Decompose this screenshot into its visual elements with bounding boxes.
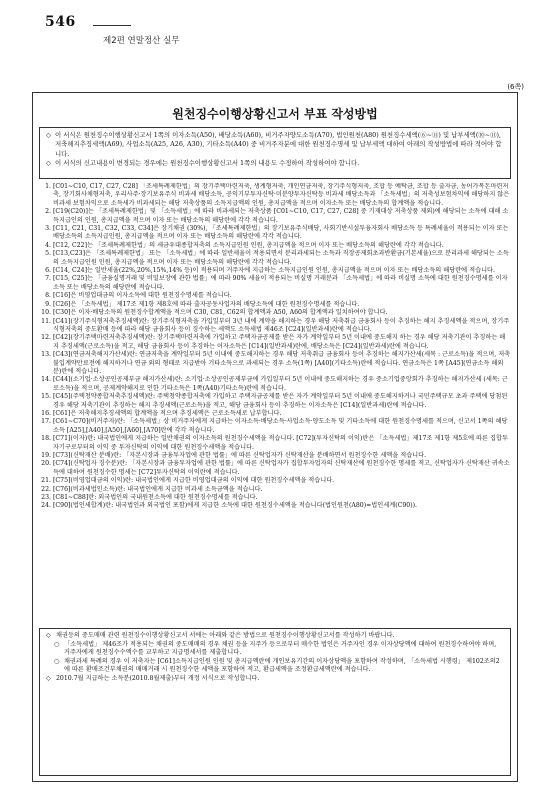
- item-text: [C73](신탁재산 분배)란: 「자본시장과 금융투자업에 관한 법률」에 따른 신탁업자가 신탁재산을 분배하면서 원천징수한 세액을 적습니다.: [53, 452, 427, 459]
- item-number: 18.: [41, 435, 51, 443]
- instruction-item: [39, 225, 511, 242]
- item-text: [C61~C70](비거주자)란: 「소득세법」상 비거주자에게 지급하는 이자소득·배당소득·사업소득·양도소득 및 기타소득에 대한 원천징수명세를 적으며, 신고서 1쪽의 해당소득 [A25],[A40],[A50],[A60],[A70]란에 각각 적습니다.: [53, 418, 508, 434]
- item-number: 14.: [41, 376, 51, 384]
- item-number: 8.: [45, 292, 51, 300]
- note-line: [46, 131, 504, 159]
- instruction-item: [39, 460, 511, 477]
- page-number: 546: [45, 14, 76, 30]
- circle-bullet-icon: ○: [54, 657, 60, 665]
- instruction-item: [39, 334, 511, 351]
- instruction-item: [39, 376, 511, 393]
- instruction-item: [39, 250, 511, 267]
- instruction-item: [39, 183, 511, 208]
- item-number: 23.: [41, 494, 51, 502]
- item-number: 1.: [45, 183, 51, 190]
- bond-note-text: 채권등의 중도매매 관련 원천징수이행상황신고서 서에는 아래와 같은 방법으로 원천징수이행상황신고서를 작성하기 바랍니다.: [56, 632, 395, 639]
- instruction-item: [39, 351, 511, 376]
- chapter-title: 제2편 연말정산 실무: [103, 36, 180, 46]
- bond-note-text: 2010.7월 지급하는 소득분(2010.8월제출)부터 개정 서식으로 작성합니다.: [56, 674, 260, 682]
- bond-note-line: [46, 675, 504, 684]
- item-text: [C13,C23]은 「조세특례제한법」 또는 「소득세법」에 따라 일반세율이 적용되면서 분리과세되는 소득과 직장공제회초과반환금(기본세율)으로 분리과세 해당되는 소득의 소득지급인원 인원, 총지급액을 적으며 이자 또는 배당소득의 해당란에 각각 적습니다.: [53, 250, 509, 266]
- item-number: 24.: [41, 502, 51, 510]
- bond-note-text: 채권과세 특례의 경우 이 저축자는 [C61]소득지급인원 인원 및 총지급액란에 개인보유기간의 이자상당액을 포함하여 작성하며, 「소득세법 시행령」 제102조의2에 따른 환매조건부채권의 매매거래 시 원천징수한 세액을 포함하여 적고, 환급세액을 조정환급세액란에 적습니다.: [64, 657, 500, 674]
- item-number: 2.: [45, 208, 51, 216]
- item-number: 12.: [41, 334, 51, 342]
- note-line: [46, 159, 504, 168]
- diamond-icon: ◇: [46, 159, 51, 168]
- bond-note-line: [46, 641, 504, 658]
- form-title: 원천징수이행상황신고서 부표 작성방법: [172, 107, 378, 121]
- item-number: 5.: [45, 250, 51, 258]
- item-text: [C75](비영업대금의 이익)란: 내국법인에게 지급한 비영업대금의 이익에 대한 원천징수세액을 적습니다.: [53, 477, 335, 485]
- note-text: 이 서식의 신고내용이 변경되는 경우에는 원천징수이행상황신고서 1쪽의 내용도 수정하여 작성하여야 합니다.: [55, 159, 360, 168]
- item-number: 20.: [41, 460, 51, 468]
- item-text: [C81~C88]란: 외국법인의 국내원천소득에 대한 원천징수명세를 적습니다.: [53, 494, 258, 502]
- item-number: 15.: [41, 393, 51, 401]
- item-number: 3.: [45, 225, 51, 233]
- item-number: 19.: [41, 452, 51, 459]
- instruction-item: [39, 301, 511, 309]
- item-number: 11.: [41, 317, 51, 325]
- bond-note-text: 「소득세법」 제46조가 적용되는 채권의 중도매매의 경우 채권 등을 지주가 등으로부터 매수한 법인은 거주자인 경우 이자상당액에 대하여 원천징수하여야 하며, 거주자에게 원천징수수액수를 교부하고 지급명세서를 제출합니다.: [64, 640, 497, 657]
- instruction-item: [39, 477, 511, 485]
- item-text: [C30]은 이자·배당소득의 원천징수합계액을 적으며 C30, C81, C62의 합계액과 A50, A60의 합계액과 일치하여야 합니다.: [53, 309, 388, 317]
- item-text: [C14, C24]는 일반세율(22%,20%,15%,14% 등)이 적용되며 거주자에 지급하는 소득지급인원 인원, 총지급액을 적으며 이자 또는 배당소득의 해당란에 적습니다.: [53, 267, 495, 275]
- item-number: 22.: [41, 485, 51, 493]
- item-text: [C71](이자)란: 내국법인에게 지급하는 일반채권의 이자소득의 원천징수세액을 적습니다. [C72](투자신탁의 이익)란은 「소득세법」제17조 제1항 제5호에 따른 집합투자기구로부터의 이익 중 투자신탁의 이익에 대한 원천징수세액을 적습니다.: [53, 435, 508, 451]
- form-page-indicator: (6쪽): [507, 83, 524, 91]
- diamond-icon: ◇: [46, 131, 51, 139]
- item-number: 17.: [41, 418, 51, 426]
- item-text: [C41](장기주식형저축추징세액)란: 장기주식형저축을 가입일부터 3년 내에 계약을 해지하는 경우 해당 저축취급 금융회사 등이 추징하는 해지 추징세액을 적으며, 장기주식형저축의 중도환매 등에 따라 해당 금융회사 등이 징수하는 세액도 소득세법 제46조 [C24](일반과세)란에 적습니다.: [53, 317, 510, 333]
- bond-note-line: [46, 632, 504, 641]
- instruction-item: [39, 418, 511, 435]
- page-header: [45, 14, 525, 48]
- instruction-item: [39, 435, 511, 452]
- bond-note-line: [46, 658, 504, 675]
- item-text: [C44](소기업·소상공인공제부금 해지가산세)란: 소기업·소상공인공제부금에 가입일부터 5년 이내에 중도해지하는 경우 중소기업중앙회가 추징하는 해지가산세 (세목: 근로소득)을 적으며, 공제계약해지로 인한 기타소득은 1쪽(A40)기타소득)란에 적습니다.: [53, 376, 508, 392]
- item-number: 16.: [41, 409, 51, 417]
- item-text: [C43](연금저축해지가산세)란: 연금저축을 계약일부터 5년 이내에 중도해지하는 경우 해당 저축취급 금융회사 등이 추징하는 해지가산세(세목 : 근로소득)을 적으며, 저축불입계약만료전에 해지하거나 연금 외의 형태로 지급받아 기타소득으로 과세되는 경우 소득(1쪽) [A40](기타소득)란에 적습니다. 연금소득은 1쪽 [A45](연금소득 해외분)란에 적습니다.: [53, 351, 511, 375]
- diamond-icon: ◇: [46, 632, 51, 639]
- item-number: 13.: [41, 351, 51, 359]
- form-frame: [32, 92, 518, 782]
- note-box: [39, 127, 511, 179]
- header-rule: [93, 25, 131, 26]
- item-text: [C45](주택청약종합저축추징세액)란: 주택청약종합저축에 가입하고 주택자금공제를 받은 자가 계약일부터 5년 이내에 중도해지하거나 국민주택규모 초과 주택에 당첨된 경우 해당 저축기관이 추징하는 해지 추징세액(근로소득)을 적고, 해당 금융회사 등이 추징하는 이자소득은 [C14](일반과세)란에 적습니다.: [53, 393, 508, 409]
- instruction-item: [39, 309, 511, 317]
- instruction-item: [39, 275, 511, 292]
- item-text: [C76](비과세법인소득)란: 내국법인에게 지급한 비과세 소득금액을 적습니다.: [53, 485, 263, 493]
- instruction-item: [39, 502, 511, 510]
- item-text: [C16]은 비영업대금의 이자소득에 대한 원천징수명세를 적습니다.: [53, 292, 232, 300]
- instruction-item: [39, 486, 511, 494]
- item-text: [C11, C21, C31, C32, C33, C34]은 장기채권 (30%), 「조세특례제한법」의 장기보유주식배당, 사회기반시설투융자회사 배당소득 등 특례세율이 적용되는 이자 또는 배당소득의 소득지급인원, 총지급액을 적으며 이자 또는 배당소득의 해당란에 각각 적습니다.: [53, 225, 509, 241]
- item-text: [C90](법인세합계)란: 내국법인과 외국법인 포함)에게 지급한 소득에 대한 원천징수세액을 적습니다(법인원천(A80)=법인세계(C90)).: [53, 502, 418, 510]
- diamond-icon: ◇: [46, 674, 51, 682]
- item-text: [C42](장기주택마련저축추징세액)란: 장기주택마련저축에 가입하고 주택자금공제를 받은 자가 계약일부터 5년 이내에 중도해지 하는 경우 해당 저축기관이 추징하는 해지 추징세액(근로소득)을 적고, 해당 금융회사 등이 추징하는 이자소득은 [C14](일반과세)란에, 배당소득은 [C24](일반과세)란에 적습니다.: [53, 334, 506, 350]
- note-text: 이 서식은 원천징수이행상황신고서 1쪽의 이자소득(A50), 배당소득(A60), 비거주자양도소득(A70), 법인원천(A80) 원천징수세액(⑥~⑪) 및 납부세액(⑩~⑪), 저축해지추징세액(A69), 사업소득(A25, A26, A30), 기타소득(A40) 중 비거주자분에 대한 원천징수명세 및 납부세액 대하여 아래의 작성방법에 따라 적어야 합니다.: [55, 131, 502, 158]
- item-text: [C15, C25]는 「금융실명거래 및 비밀보장에 관한 법률」에 따라 90% 세율이 적용되는 비실명 거래분과 「소득세법」에 따라 비실명 소득에 대한 원천징수명세를 이자소득 또는 배당소득의 해당란에 적습니다.: [53, 275, 508, 291]
- instruction-item: [39, 242, 511, 250]
- item-text: [C26]은 「소득세법」 제17조 제1항 제8호에 따라 출자공동사업자의 배당소득에 대한 원천징수명세를 적습니다.: [53, 300, 360, 308]
- item-number: 9.: [45, 300, 51, 308]
- item-number: 6.: [45, 267, 51, 275]
- instruction-item: [39, 292, 511, 300]
- item-text: [C12, C22]는 「조세특례제한법」의 세금우대종합저축의 소득지급인원 인원, 총지급액을 적으며 이자 또는 배당소득의 해당란에 각각 적습니다.: [53, 241, 444, 249]
- item-number: 7.: [45, 275, 51, 283]
- instruction-list: [39, 183, 511, 625]
- item-text: [C61]은 저축해지추징세액의 합계액을 적으며 추징세액은 근로소득세로 납부합니다.: [53, 409, 282, 417]
- instruction-item: [39, 208, 511, 225]
- item-number: 10.: [41, 309, 51, 317]
- item-text: [C01~C10, C17, C27, C28] 「조세특례제한법」의 장기주택마련저축, 생계형저축, 개인연금저축, 장기주식형저축, 조합 등 예탁금, 조합 등 출자금, 농어가목돈마련저축, 장기회사채형저축, 우리사주·장기보유주식 비과세 배당소득, 공익기부투자신탁·미분양투자신탁등 비과세 배당소득과 「소득세법」의 저축성보험차익에 해당하지 않은 비과세 보험차익으로 소득세가 비과세되는 해당 저축상품의 소득지급액의 인원, 총지급액을 적으며 이자소득 또는 배당소득의 합계액을 적습니다.: [53, 183, 510, 207]
- instruction-item: [39, 393, 511, 410]
- item-number: 21.: [41, 477, 51, 485]
- circle-bullet-icon: ○: [54, 640, 60, 648]
- item-number: 4.: [45, 241, 51, 249]
- item-text: [C19(C20)]는 「조세특례제한법」및 「소득세법」에 따라 비과세되는 저축상품 [C01~C10, C17, C27, C28] 중 기재대상 저축상품 제외)에 해당되는 소득에 대해 소득지급인의 인원, 총지급액을 적으며 이자 또는 배당소득의 해당란에 각각 적습니다.: [53, 208, 509, 224]
- bond-note-box: [39, 628, 511, 776]
- item-text: [C74](신탁업자 징수분)란: 「자본시장과 금융투자업에 관한 법률」에 따른 신탁업자가 집합투자업자의 신탁재산에 원천징수한 명세를 적고, 신탁업자가 신탁재산 귀속소득에 대하여 원천징수한 명세는 [C72]투자신탁의 이익란에 적습니다.: [53, 460, 510, 476]
- instruction-item: [39, 318, 511, 335]
